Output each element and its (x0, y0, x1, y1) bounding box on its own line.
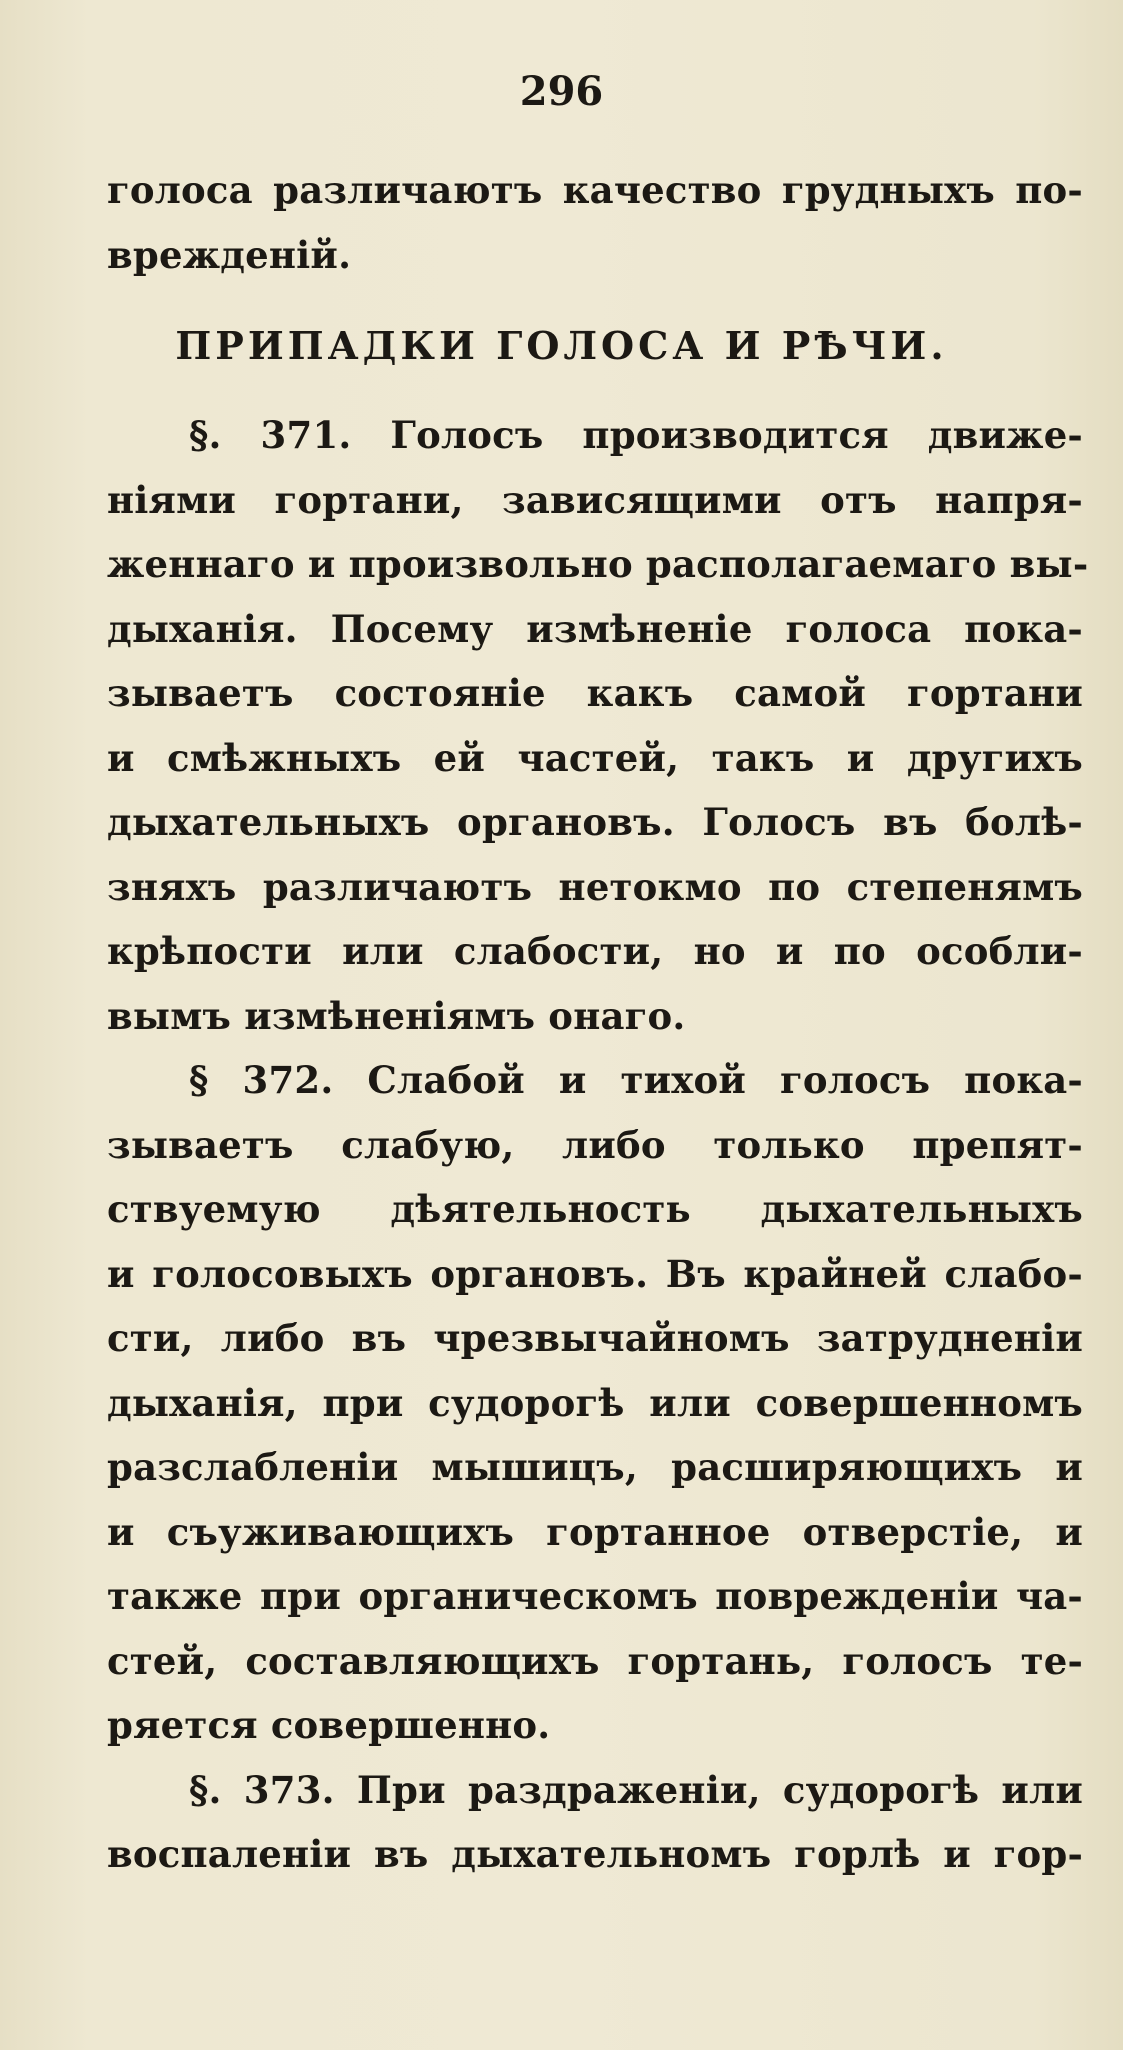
paragraph-372-line: и съуживающихъ гортанное отверстіе, и (107, 1509, 1083, 1554)
paragraph-372-line: также при органическомъ поврежденіи ча- (107, 1574, 1083, 1618)
paragraph-371-line: зываетъ состояніе какъ самой гортани (107, 671, 1083, 715)
body-text (107, 403, 1089, 1887)
paragraph-373-line: воспаленіи въ дыхательномъ горлѣ и гор- (107, 1832, 1083, 1876)
paragraph-372-line: сти, либо въ чрезвычайномъ затрудненіи (107, 1316, 1083, 1360)
paragraph-372-line: § 372. Слабой и тихой голосъ пока- (189, 1058, 1083, 1102)
paragraph-371-line: и смѣжныхъ ей частей, такъ и другихъ (107, 735, 1083, 780)
paragraph-371-line: вымъ измѣненіямъ онаго. (107, 993, 686, 1038)
paragraph-372-line: ствуемую дѣятельность дыхательныхъ (107, 1187, 1083, 1231)
paragraph-371-line: ніями гортани, зависящими отъ напря- (107, 477, 1083, 522)
paragraph-373-line: §. 373. При раздраженіи, судорогѣ или (189, 1767, 1083, 1812)
paragraph-371-line: крѣпости или слабости, но и по особли- (107, 929, 1083, 973)
text-line: голоса различаютъ качество грудныхъ по- (107, 168, 1083, 212)
paragraph-372-line: ряется совершенно. (107, 1703, 551, 1747)
page-number: 296 (519, 68, 604, 115)
paragraph-371-line: §. 371. Голосъ производится движе- (189, 413, 1083, 457)
paragraph-371-line: дыхательныхъ органовъ. Голосъ въ болѣ- (107, 800, 1083, 844)
paragraph-372-line: и голосовыхъ органовъ. Въ крайней слабо- (107, 1251, 1083, 1296)
paragraph-371-line: дыханія. Посему измѣненіе голоса пока- (107, 606, 1083, 651)
text-line: врежденій. (107, 232, 352, 277)
paragraph-372-line: зываетъ слабую, либо только препят- (107, 1122, 1083, 1167)
paragraph-372-line: дыханія, при судорогѣ или совершенномъ (107, 1380, 1083, 1425)
paragraph-371-line: зняхъ различаютъ нетокмо по степенямъ (107, 864, 1083, 909)
section-heading: ПРИПАДКИ ГОЛОСА И РѢЧИ. (175, 323, 948, 368)
paragraph-371-line: женнаго и произвольно располагаемаго вы- (107, 542, 1089, 586)
paragraph-372-line: стей, составляющихъ гортань, голосъ те- (107, 1638, 1083, 1683)
paragraph-372-line: разслабленіи мышицъ, расширяющихъ и (107, 1445, 1083, 1489)
intro-paragraph (107, 158, 1083, 287)
